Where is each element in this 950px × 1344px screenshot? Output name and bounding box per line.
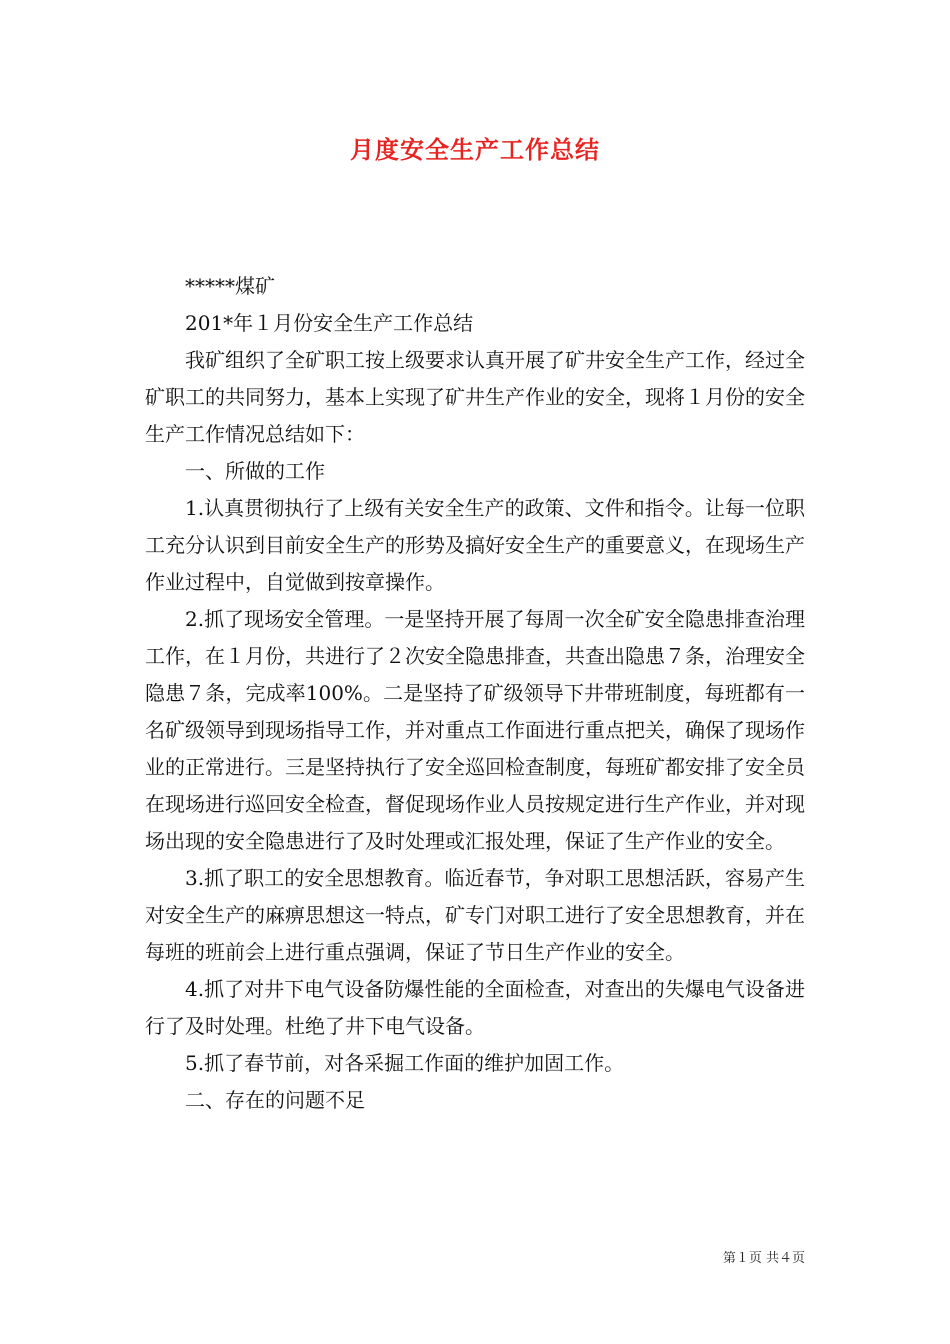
item-2-paragraph: 2.抓了现场安全管理。一是坚持开展了每周一次全矿安全隐患排查治理工作，在１月份，共进行了２次安全隐患排查，共查出隐患７条，治理安全隐患７条，完成率100%。二是坚持了矿级领导下井带班制度，每班都有一名矿级领导到现场指导工作，并对重点工作面进行重点把关，确保了现场作业的正常进行。三是坚持执行了安全巡回检查制度，每班矿都安排了安全员在现场进行巡回安全检查，督促现场作业人员按规定进行生产作业，并对现场出现的安全隐患进行了及时处理或汇报处理，保证了生产作业的安全。 — [145, 607, 805, 853]
page-number: 第１页 共４页 — [722, 1251, 805, 1266]
report-subtitle: 201*年１月份安全生产工作总结 — [185, 311, 474, 335]
document-body — [145, 268, 805, 1119]
section-heading-problems: 二、存在的问题不足 — [185, 1088, 365, 1112]
item-4-paragraph: 4.抓了对井下电气设备防爆性能的全面检查，对查出的失爆电气设备进行了及时处理。杜绝了井下电气设备。 — [145, 977, 805, 1038]
document-title: 月度安全生产工作总结 — [350, 135, 600, 164]
item-5-paragraph: 5.抓了春节前，对各采掘工作面的维护加固工作。 — [185, 1051, 625, 1075]
section-heading-work-done: 一、所做的工作 — [185, 459, 325, 483]
item-3-paragraph: 3.抓了职工的安全思想教育。临近春节，争对职工思想活跃，容易产生对安全生产的麻痹思想这一特点，矿专门对职工进行了安全思想教育，并在每班的班前会上进行重点强调，保证了节日生产作业的安全。 — [145, 866, 805, 964]
intro-paragraph: 我矿组织了全矿职工按上级要求认真开展了矿井安全生产工作，经过全矿职工的共同努力，基本上实现了矿井生产作业的安全，现将１月份的安全生产工作情况总结如下： — [145, 348, 805, 446]
item-1-paragraph: 1.认真贯彻执行了上级有关安全生产的政策、文件和指令。让每一位职工充分认识到目前安全生产的形势及搞好安全生产的重要意义，在现场生产作业过程中，自觉做到按章操作。 — [145, 496, 805, 594]
mine-name: *****煤矿 — [185, 274, 275, 298]
